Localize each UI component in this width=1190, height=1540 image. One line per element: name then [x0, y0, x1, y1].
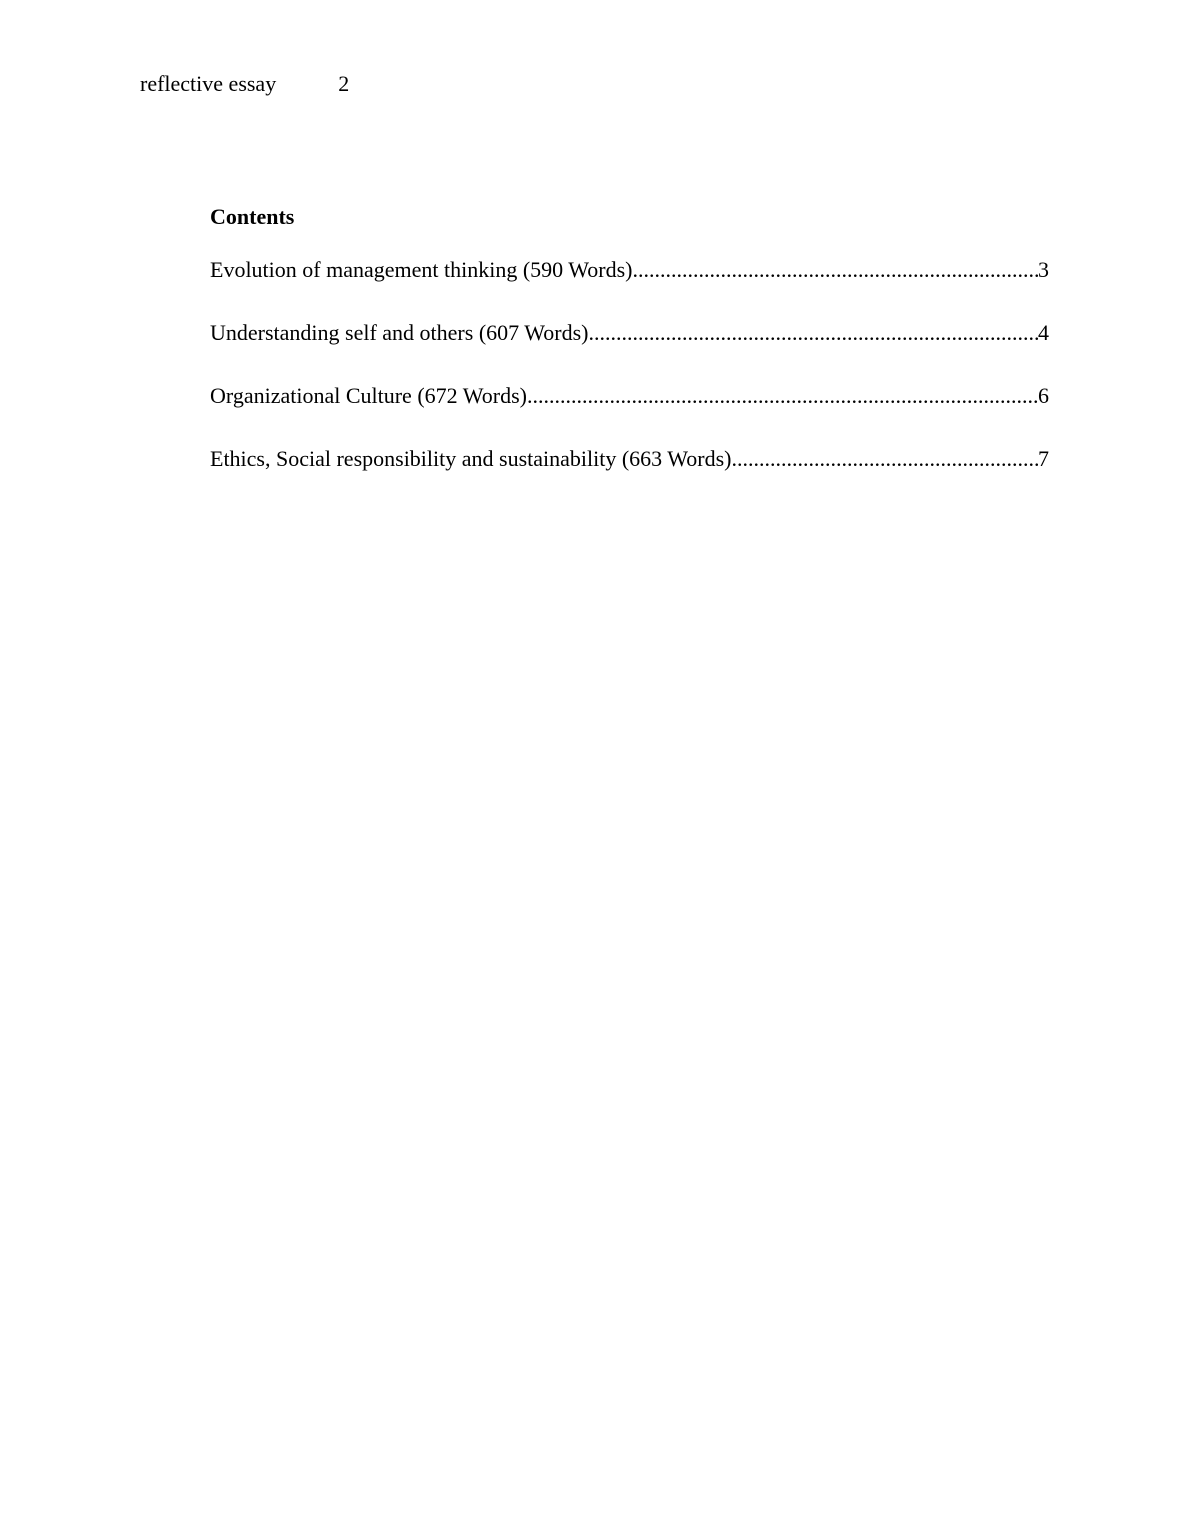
toc-entry[interactable] — [210, 319, 1049, 347]
running-head: reflective essay — [140, 71, 277, 96]
toc-dot-leader — [527, 382, 1038, 410]
table-of-contents — [210, 203, 1049, 508]
toc-entry-title: Evolution of management thinking (590 Words) — [210, 257, 633, 282]
toc-entry-page-number: 4 — [1038, 320, 1049, 345]
toc-entry-title: Organizational Culture (672 Words) — [210, 383, 527, 408]
toc-entry[interactable] — [210, 382, 1049, 410]
toc-dot-leader — [588, 319, 1038, 347]
toc-entry-page-number: 3 — [1038, 257, 1049, 282]
toc-heading: Contents — [210, 204, 295, 229]
toc-entry[interactable] — [210, 445, 1049, 473]
header-page-number: 2 — [338, 71, 350, 96]
toc-dot-leader — [732, 445, 1039, 473]
toc-entry-title: Understanding self and others (607 Words) — [210, 320, 589, 345]
toc-dot-leader — [632, 256, 1038, 284]
toc-entry-page-number: 6 — [1038, 383, 1049, 408]
toc-entry-page-number: 7 — [1038, 446, 1049, 471]
toc-entry-title: Ethics, Social responsibility and sustainability (663 Words) — [210, 446, 732, 471]
page-header — [140, 70, 349, 98]
toc-entry[interactable] — [210, 256, 1049, 284]
